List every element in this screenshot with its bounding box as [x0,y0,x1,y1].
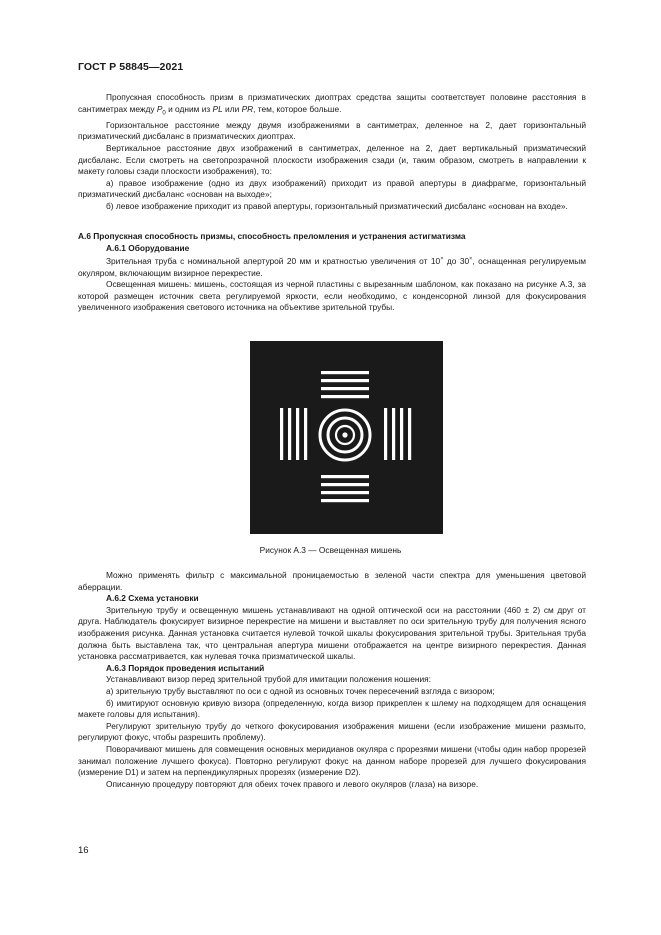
right-slot [384,408,387,460]
paragraph: Зрительная труба с номинальной апертурой 20 мм и кратностью увеличения от 10× до 30×, оснащенная регулируемым окуляром, включающим визирное перекрестие. [78,255,586,278]
standard-header: ГОСТ Р 58845—2021 [78,61,184,73]
paragraph: Вертикальное расстояние двух изображений в сантиметрах, деленное на 2, дает вертикальный призматический дисбаланс. Если смотреть на светопрозрачной плоскости изображения сзади (и, таким образом, смотреть в направлении к макету головы сзади плоскости изображения), то: [78,143,586,177]
right-slot [408,408,411,460]
left-slot [288,408,291,460]
paragraph: Регулируют зрительную трубу до четкого фокусирования изображения мишени (если изображение мишени размыто, регулируют фокус, чтобы разрешить проблему). [78,720,586,743]
figure-caption: Рисунок А.3 — Освещенная мишень [259,545,402,555]
intro-section [78,92,586,213]
top-slot [321,379,369,382]
target-plate [250,341,443,534]
bottom-slot [321,483,369,486]
list-item: а) правое изображение (одно из двух изображений) приходит из правой апертуры в диафрагме, горизонтальный призматический дисбаланс «основан на выходе»; [78,177,586,200]
paragraph: Освещенная мишень: мишень, состоящая из черной пластины с вырезанным шаблоном, как показано на рисунке А.3, за которой размещен источник света регулируемой яркости, если необходимо, с конденсорной линзой для фокусирования увеличенного изображения светового источника на объективе зрительной трубы. [78,279,586,313]
section-after-figure [78,570,586,790]
top-slot [321,371,369,374]
page-number: 16 [78,845,89,856]
left-slot [304,408,307,460]
bottom-slot [321,491,369,494]
paragraph: Пропускная способность призм в призматических диоптрах средства защиты соответствует половине расстояния в сантиметрах между $P_0$ и одним из PL или PR, тем, которое больше. [78,92,586,117]
paragraph: Горизонтальное расстояние между двумя изображениями в сантиметрах, деленное на 2, дает горизонтальный призматический дисбаланс в призматических диоптрах. [78,119,586,142]
subsection-heading: А.6.1 Оборудование [106,242,190,253]
paragraph: Зрительную трубу и освещенную мишень устанавливают на одной оптической оси на расстоянии (460 ± 2) см друг от друга. Наблюдатель фокусирует визирное перекрестие на мишени и выставляет по оси зрительную трубу для получения ясного изображения рисунка. Данная установка считается нулевой точкой шкалы фокусирования зрительной трубы. Зрительная труба должна быть выставлена так, что центральная апертура мишени отображается на центре визирного перекрестия. Данная установка рассматривается, как нулевая точка призматической шкалы. [78,604,586,662]
bottom-slot [321,475,369,478]
list-item: а) зрительную трубу выставляют по оси с одной из основных точек пересечений взгляда с визором; [106,685,495,696]
paragraph: Устанавливают визор перед зрительной трубой для имитации положения ношения: [106,674,431,685]
top-slot [321,387,369,390]
subsection-heading: А.6.3 Порядок проведения испытаний [106,662,265,673]
paragraph: Можно применять фильтр с максимальной проницаемостью в зеленой части спектра для уменьшения цветовой аберрации. [78,570,586,592]
list-item: б) левое изображение приходит из правой апертуры, горизонтальный призматический дисбаланс «основан на входе». [106,201,568,211]
section-heading: А.6 Пропускная способность призмы, способность преломления и устранения астигматизма [78,231,466,241]
paragraph: Поворачивают мишень для совмещения основных меридианов окуляра с прорезями мишени (чтобы один набор прорезей занимал положение лучшего фокуса). Повторно регулируют фокус на данном наборе прорезей для лучшего фокусирования (измерение D1) и затем на перпендикулярных прорезях (измерение D2). [78,743,586,778]
right-slot [392,408,395,460]
center-aperture [342,432,347,437]
section-a6 [78,231,586,314]
left-slot [280,408,283,460]
left-slot [296,408,299,460]
illuminated-target-figure [250,341,443,534]
list-item: б) имитируют основную кривую визора (определенную, когда визор прикреплен к шлему на подходящем для оснащения макете головы для испытания). [78,697,586,720]
bottom-slot [321,499,369,502]
paragraph: Описанную процедуру повторяют для обеих точек правого и левого окуляров (глаза) на визоре. [106,778,479,789]
right-slot [400,408,403,460]
top-slot [321,395,369,398]
subsection-heading: А.6.2 Схема установки [106,593,199,604]
